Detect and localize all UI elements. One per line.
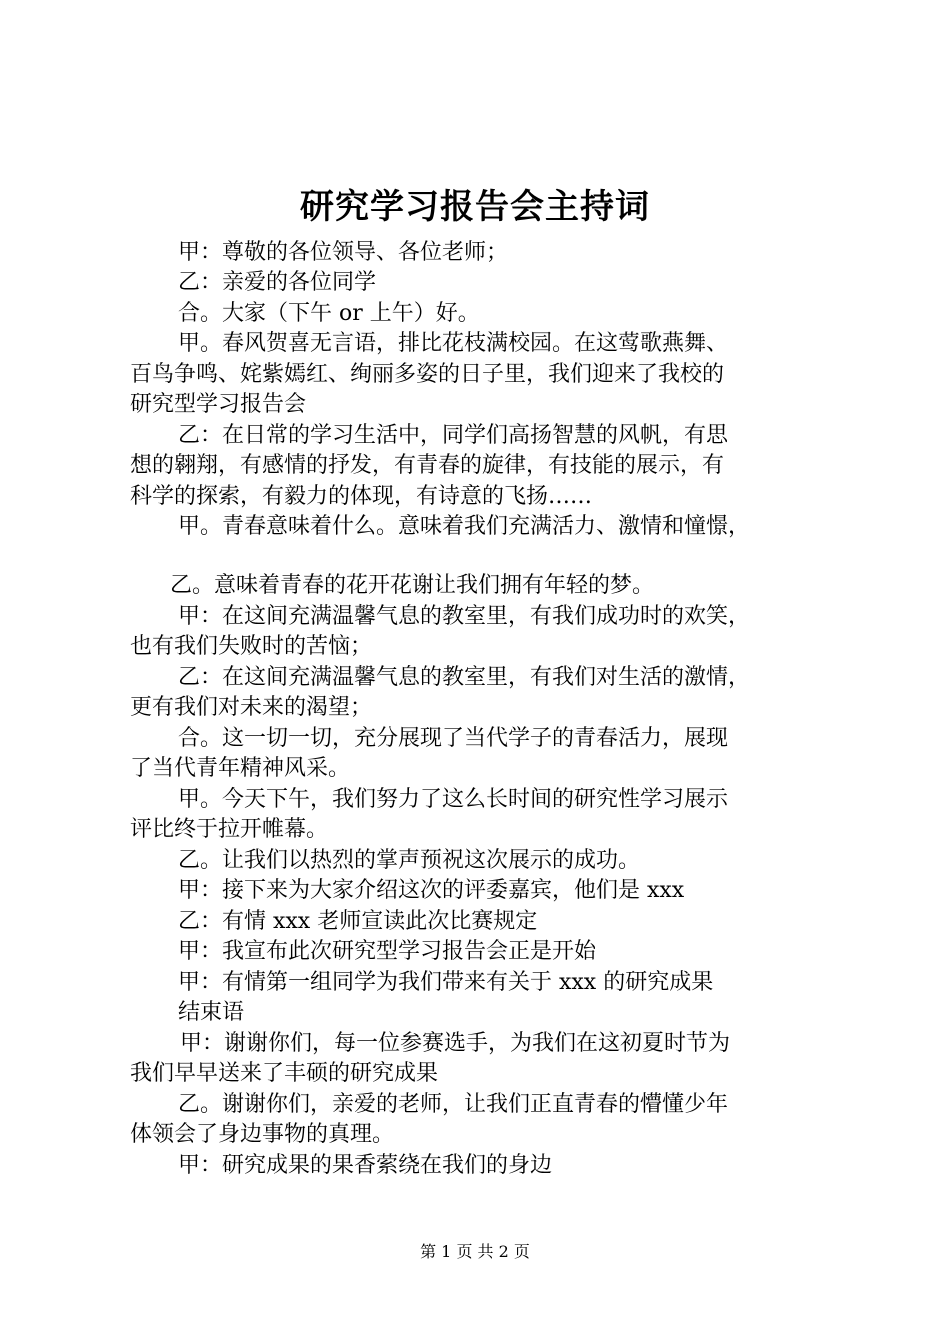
paragraph-line: 乙：有情 xxx 老师宣读此次比赛规定 bbox=[178, 909, 538, 934]
paragraph-line: 了当代青年精神风采。 bbox=[130, 756, 351, 781]
paragraph-line: 合。这一切一切，充分展现了当代学子的青春活力，展现 bbox=[178, 726, 729, 751]
paragraph-line: 百鸟争鸣、姹紫嫣红、绚丽多姿的日子里，我们迎来了我校的 bbox=[130, 362, 725, 387]
paragraph-line: 评比终于拉开帷幕。 bbox=[130, 817, 329, 842]
paragraph-line: 乙：在日常的学习生活中，同学们高扬智慧的风帆，有思 bbox=[178, 423, 729, 448]
paragraph-line: 甲：在这间充满温馨气息的教室里，有我们成功时的欢笑， bbox=[178, 604, 751, 629]
paragraph-line: 乙。让我们以热烈的掌声预祝这次展示的成功。 bbox=[178, 848, 641, 873]
paragraph-line: 更有我们对未来的渴望； bbox=[130, 695, 373, 720]
paragraph-line: 乙。意味着青春的花开花谢让我们拥有年轻的梦。 bbox=[170, 573, 655, 598]
paragraph-line: 乙。谢谢你们，亲爱的老师，让我们正直青春的懵懂少年 bbox=[178, 1092, 729, 1117]
page-footer: 第 1 页 共 2 页 bbox=[420, 1242, 530, 1261]
paragraph-line: 想的翱翔，有感情的抒发，有青春的旋律，有技能的展示，有 bbox=[130, 453, 725, 478]
paragraph-line: 甲。春风贺喜无言语，排比花枝满校园。在这莺歌燕舞、 bbox=[178, 331, 729, 356]
paragraph-line: 我们早早送来了丰硕的研究成果 bbox=[130, 1061, 439, 1086]
paragraph-line: 甲。青春意味着什么。意味着我们充满活力、激情和憧憬， bbox=[178, 514, 751, 539]
paragraph-line: 甲：研究成果的果香萦绕在我们的身边 bbox=[178, 1153, 553, 1178]
paragraph-line: 甲：有情第一组同学为我们带来有关于 xxx 的研究成果 bbox=[178, 970, 714, 995]
paragraph-line: 也有我们失败时的苦恼； bbox=[130, 634, 373, 659]
paragraph-line: 科学的探索，有毅力的体现，有诗意的飞扬…… bbox=[130, 484, 593, 509]
paragraph-line: 研究型学习报告会 bbox=[130, 392, 307, 417]
section-heading: 结束语 bbox=[178, 1000, 245, 1025]
paragraph-line: 甲。今天下午，我们努力了这么长时间的研究性学习展示 bbox=[178, 787, 729, 812]
paragraph-line: 甲：尊敬的各位领导、各位老师； bbox=[178, 240, 509, 265]
paragraph-line: 合。大家（下午 or 上午）好。 bbox=[178, 301, 480, 326]
paragraph-line: 体领会了身边事物的真理。 bbox=[130, 1122, 395, 1147]
paragraph-line: 乙：亲爱的各位同学 bbox=[178, 270, 377, 295]
document-title: 研究学习报告会主持词 bbox=[300, 187, 650, 227]
paragraph-line: 乙：在这间充满温馨气息的教室里，有我们对生活的激情， bbox=[178, 665, 751, 690]
paragraph-line: 甲：我宣布此次研究型学习报告会正是开始 bbox=[178, 939, 597, 964]
paragraph-line: 甲：接下来为大家介绍这次的评委嘉宾，他们是 xxx bbox=[178, 878, 685, 903]
paragraph-line: 甲：谢谢你们，每一位参赛选手，为我们在这初夏时节为 bbox=[180, 1031, 731, 1056]
